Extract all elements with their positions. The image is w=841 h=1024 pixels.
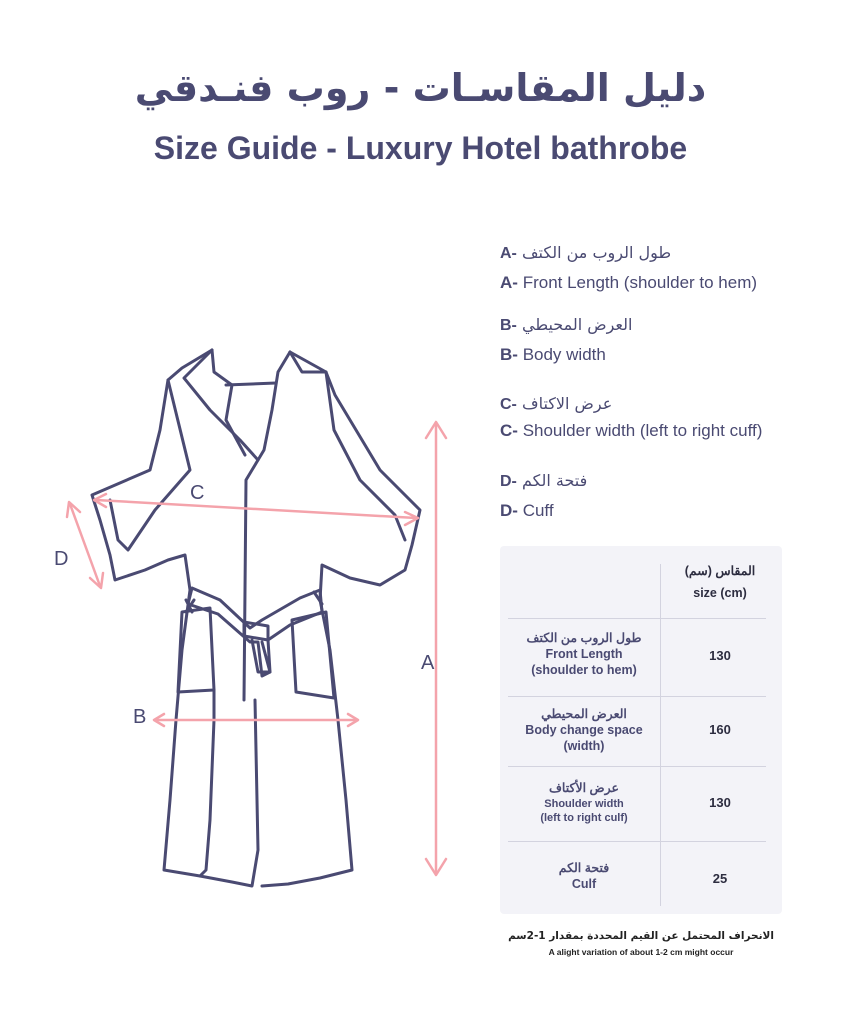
table-row-label (508, 630, 660, 678)
table-divider (508, 696, 766, 697)
legend-a-arabic: A- طول الروب من الكتف (500, 243, 672, 262)
row-label-english: Front Length (545, 647, 623, 661)
row-label-english-sub: (shoulder to hem) (531, 663, 637, 677)
row-label-arabic: فتحة الكم (558, 861, 610, 875)
header-arabic: المقاس (سم) (684, 564, 756, 578)
legend-d-english: D- Cuff (500, 501, 554, 520)
legend-d-ar-text: فتحة الكم (521, 471, 588, 490)
label-c: C (190, 482, 205, 504)
table-row-label (508, 706, 660, 754)
row-label-english: Culf (571, 877, 597, 891)
robe-right-outline (262, 352, 420, 886)
legend-c-en-text: Shoulder width (left to right cuff) (522, 421, 763, 440)
right-pocket (292, 612, 334, 698)
label-d: D (54, 548, 69, 570)
legend-b-english: B- Body width (500, 345, 606, 364)
table-divider (508, 841, 766, 842)
table-row-value: 130 (709, 648, 731, 663)
legend-c-arabic: C- عرض الاكتاف (500, 394, 613, 413)
table-row-value: 130 (709, 795, 731, 810)
robe-outline (92, 350, 420, 886)
row-label-arabic: العرض المحيطي (541, 707, 627, 721)
legend-b-ar-text: العرض المحيطي (521, 315, 633, 334)
arrow-d-line (70, 504, 100, 586)
label-a: A (421, 652, 435, 674)
table-divider (508, 618, 766, 619)
legend-a-ar-text: طول الروب من الكتف (521, 243, 672, 262)
table-row-label (508, 860, 660, 892)
row-label-english: Shoulder width (544, 798, 624, 810)
left-lapel (184, 350, 258, 700)
table-row-value: 160 (709, 722, 731, 737)
legend-d-arabic: D- فتحة الكم (500, 471, 588, 490)
label-b: B (133, 706, 147, 728)
front-panel-edge (200, 690, 214, 876)
legend-c-ar-text: عرض الاكتاف (521, 394, 613, 413)
page-title-english: Size Guide - Luxury Hotel bathrobe (153, 130, 688, 166)
collar-back (226, 383, 276, 385)
row-label-arabic: طول الروب من الكتف (526, 631, 642, 645)
legend-b-arabic: B- العرض المحيطي (500, 315, 633, 334)
page-title-arabic: دليل المقاسـات - روب فنـدقي (134, 66, 707, 110)
legend-a-en-text: Front Length (shoulder to hem) (522, 273, 758, 292)
table-row-value: 25 (712, 871, 728, 886)
table-header (660, 562, 780, 602)
variation-note-arabic: الانحراف المحتمل عن القيم المحددة بمقدار 1-2سم (508, 930, 774, 942)
table-divider (508, 766, 766, 767)
row-label-arabic: عرض الأكتاف (548, 781, 620, 795)
size-table (500, 546, 782, 914)
row-label-english-sub: (width) (563, 739, 605, 753)
right-lapel (258, 352, 290, 460)
header-english: size (cm) (693, 586, 747, 600)
legend-d-en-text: Cuff (522, 501, 554, 520)
table-row-label (508, 779, 660, 825)
legend-a-english: A- Front Length (shoulder to hem) (500, 273, 758, 292)
row-label-english-sub: (left to right culf) (540, 812, 628, 824)
arrow-c-line (96, 500, 416, 518)
variation-note-english: A alight variation of about 1-2 cm might occur (548, 947, 734, 957)
row-label-english: Body change space (525, 723, 643, 737)
legend-c-english: C- Shoulder width (left to right cuff) (500, 421, 763, 440)
legend-b-en-text: Body width (522, 345, 606, 364)
